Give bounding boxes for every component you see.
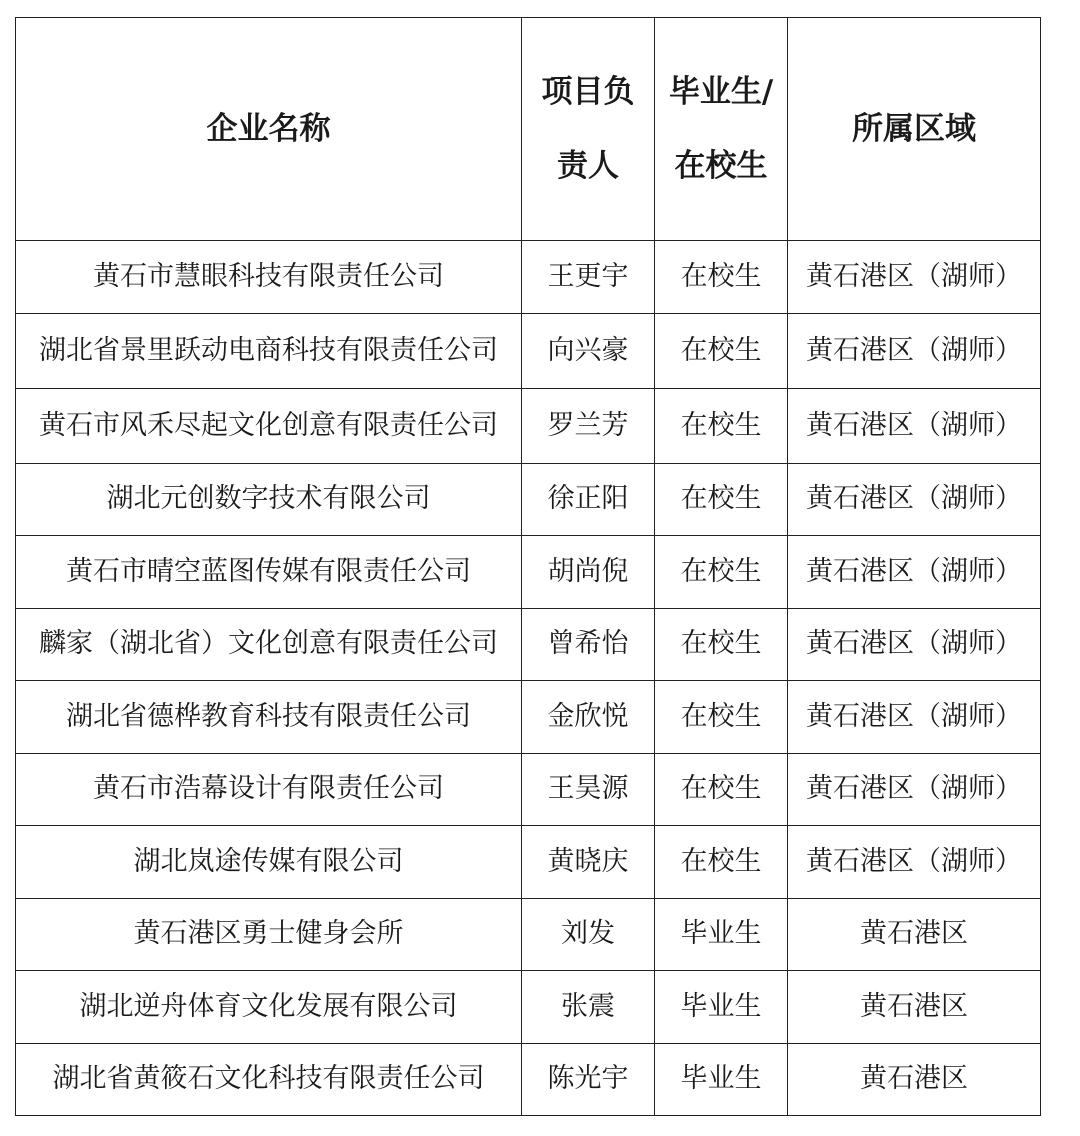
table-header-row bbox=[16, 18, 1041, 241]
table-row bbox=[16, 241, 1041, 314]
region-cell: 黄石港区（湖师） bbox=[788, 313, 1041, 388]
region-cell: 黄石港区（湖师） bbox=[788, 753, 1041, 826]
leader-cell: 胡尚倪 bbox=[522, 536, 655, 609]
region-cell: 黄石港区（湖师） bbox=[788, 463, 1041, 536]
leader-cell: 陈光宇 bbox=[522, 1043, 655, 1116]
company-cell: 湖北逆舟体育文化发展有限公司 bbox=[16, 971, 522, 1044]
status-cell: 在校生 bbox=[655, 241, 788, 314]
company-cell: 黄石市晴空蓝图传媒有限责任公司 bbox=[16, 536, 522, 609]
company-cell: 湖北省德桦教育科技有限责任公司 bbox=[16, 681, 522, 754]
table-row bbox=[16, 313, 1041, 388]
table-row bbox=[16, 608, 1041, 681]
company-cell: 黄石市风禾尽起文化创意有限责任公司 bbox=[16, 388, 522, 463]
status-cell: 在校生 bbox=[655, 463, 788, 536]
region-cell: 黄石港区（湖师） bbox=[788, 608, 1041, 681]
company-cell: 黄石港区勇士健身会所 bbox=[16, 898, 522, 971]
region-cell: 黄石港区 bbox=[788, 898, 1041, 971]
leader-cell: 曾希怡 bbox=[522, 608, 655, 681]
header-company: 企业名称 bbox=[16, 18, 522, 241]
table-row bbox=[16, 388, 1041, 463]
status-cell: 在校生 bbox=[655, 313, 788, 388]
region-cell: 黄石港区 bbox=[788, 971, 1041, 1044]
leader-cell: 金欣悦 bbox=[522, 681, 655, 754]
leader-cell: 王更宇 bbox=[522, 241, 655, 314]
table-row bbox=[16, 463, 1041, 536]
leader-cell: 罗兰芳 bbox=[522, 388, 655, 463]
table-row bbox=[16, 681, 1041, 754]
company-cell: 湖北岚途传媒有限公司 bbox=[16, 826, 522, 899]
table-row bbox=[16, 753, 1041, 826]
status-cell: 在校生 bbox=[655, 536, 788, 609]
table-row bbox=[16, 971, 1041, 1044]
leader-cell: 徐正阳 bbox=[522, 463, 655, 536]
status-cell: 毕业生 bbox=[655, 1043, 788, 1116]
company-roster-table bbox=[15, 17, 1041, 1116]
region-cell: 黄石港区（湖师） bbox=[788, 826, 1041, 899]
region-cell: 黄石港区 bbox=[788, 1043, 1041, 1116]
table-row bbox=[16, 1043, 1041, 1116]
region-cell: 黄石港区（湖师） bbox=[788, 388, 1041, 463]
company-cell: 湖北省景里跃动电商科技有限责任公司 bbox=[16, 313, 522, 388]
company-cell: 湖北元创数字技术有限公司 bbox=[16, 463, 522, 536]
status-cell: 在校生 bbox=[655, 826, 788, 899]
table-row bbox=[16, 826, 1041, 899]
company-cell: 湖北省黄筱石文化科技有限责任公司 bbox=[16, 1043, 522, 1116]
header-region: 所属区域 bbox=[788, 18, 1041, 241]
leader-cell: 黄晓庆 bbox=[522, 826, 655, 899]
status-cell: 在校生 bbox=[655, 608, 788, 681]
company-cell: 麟家（湖北省）文化创意有限责任公司 bbox=[16, 608, 522, 681]
company-cell: 黄石市慧眼科技有限责任公司 bbox=[16, 241, 522, 314]
region-cell: 黄石港区（湖师） bbox=[788, 681, 1041, 754]
leader-cell: 王昊源 bbox=[522, 753, 655, 826]
status-cell: 毕业生 bbox=[655, 971, 788, 1044]
leader-cell: 张震 bbox=[522, 971, 655, 1044]
leader-cell: 刘发 bbox=[522, 898, 655, 971]
status-cell: 毕业生 bbox=[655, 898, 788, 971]
table-row bbox=[16, 898, 1041, 971]
region-cell: 黄石港区（湖师） bbox=[788, 241, 1041, 314]
header-status: 毕业生/在校生 bbox=[655, 18, 788, 241]
leader-cell: 向兴豪 bbox=[522, 313, 655, 388]
table-row bbox=[16, 536, 1041, 609]
status-cell: 在校生 bbox=[655, 388, 788, 463]
region-cell: 黄石港区（湖师） bbox=[788, 536, 1041, 609]
status-cell: 在校生 bbox=[655, 753, 788, 826]
company-cell: 黄石市浩幕设计有限责任公司 bbox=[16, 753, 522, 826]
header-leader: 项目负责人 bbox=[522, 18, 655, 241]
status-cell: 在校生 bbox=[655, 681, 788, 754]
